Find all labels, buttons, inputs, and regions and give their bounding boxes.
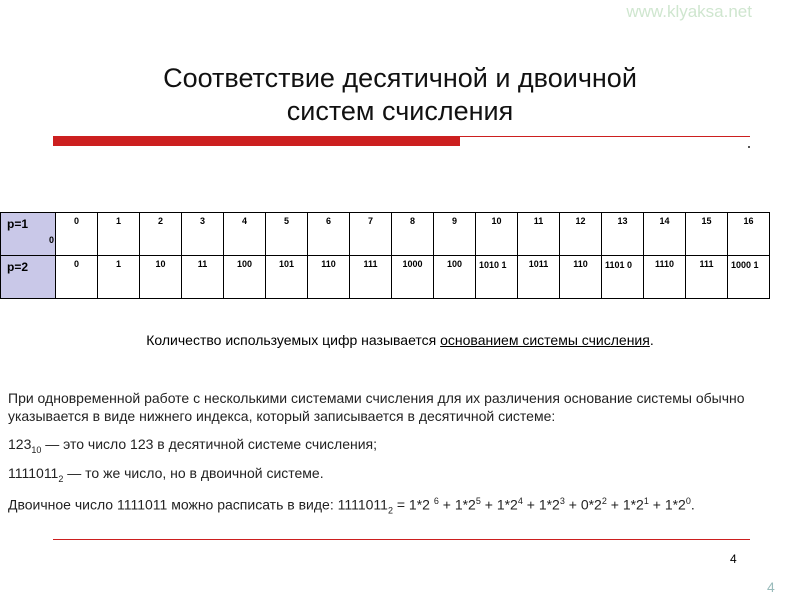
number-systems-table — [0, 212, 770, 299]
decimal-cell: 0 — [56, 213, 98, 256]
decimal-base: 10 — [31, 444, 42, 455]
binary-cell: 110 — [308, 256, 350, 299]
definition-suffix: . — [649, 332, 654, 348]
notation-paragraph: При одновременной работе с несколькими системами счисления для их различения основание системы обычно указывается в виде нижнего индекса, который записывается в десятичной системе: — [8, 390, 745, 424]
binary-cell: 11 — [182, 256, 224, 299]
binary-example — [8, 464, 788, 488]
cell-value: 1101 0 — [605, 260, 633, 270]
decimal-text: — это число 123 в десятичной системе счисления; — [41, 436, 377, 452]
binary-cell — [728, 256, 770, 299]
decimal-cell: 15 — [686, 213, 728, 256]
decimal-cell: 12 — [560, 213, 602, 256]
expansion-term: + 1*2 — [606, 496, 644, 513]
decimal-number: 123 — [8, 436, 32, 452]
decimal-cell: 16 — [728, 213, 770, 256]
decimal-cell: 10 — [476, 213, 518, 256]
binary-cell — [602, 256, 644, 299]
definition-term: основанием системы счисления — [440, 332, 650, 348]
binary-cell: 1110 — [644, 256, 686, 299]
decimal-cell: 3 — [182, 213, 224, 256]
power-exponent: 3 — [559, 496, 565, 506]
expansion-term: + 1*2 — [648, 496, 686, 513]
table-row-decimal — [1, 213, 770, 256]
binary-cell: 101 — [266, 256, 308, 299]
expansion-line — [8, 492, 788, 519]
binary-cell: 1011 — [518, 256, 560, 299]
cell-value: 1010 1 — [479, 260, 507, 270]
base-definition — [0, 332, 800, 348]
watermark: www.klyaksa.net — [626, 2, 752, 21]
power-exponent: 1 — [643, 496, 649, 506]
binary-cell: 100 — [224, 256, 266, 299]
row-header-subscript: 0 — [49, 235, 55, 245]
expansion-base: 2 — [387, 505, 393, 516]
decimal-cell: 2 — [140, 213, 182, 256]
slide-title — [0, 62, 800, 128]
divider-dot — [748, 146, 750, 148]
decimal-cell: 9 — [434, 213, 476, 256]
binary-cell: 111 — [686, 256, 728, 299]
expansion-start: = 1*2 — [392, 496, 430, 513]
expansion-prefix: Двоичное число 1111011 можно расписать в виде: 1111011 — [8, 496, 388, 513]
power-exponent: 5 — [475, 496, 481, 506]
power-exponent: 6 — [433, 496, 439, 506]
binary-cell: 10 — [140, 256, 182, 299]
binary-text: — то же число, но в двоичной системе. — [63, 465, 324, 481]
binary-base: 2 — [58, 473, 64, 484]
decimal-cell: 5 — [266, 213, 308, 256]
power-exponent: 2 — [601, 496, 607, 506]
expansion-term: + 1*2 — [522, 496, 560, 513]
binary-cell: 110 — [560, 256, 602, 299]
binary-cell — [476, 256, 518, 299]
binary-cell: 1 — [98, 256, 140, 299]
decimal-cell: 11 — [518, 213, 560, 256]
power-exponent: 4 — [517, 496, 523, 506]
decimal-cell: 8 — [392, 213, 434, 256]
decimal-cell: 13 — [602, 213, 644, 256]
row-header-label: p=2 — [7, 260, 29, 274]
definition-prefix: Количество используемых цифр называется — [146, 332, 441, 348]
binary-cell: 100 — [434, 256, 476, 299]
expansion-term: + 0*2 — [564, 496, 602, 513]
slide-number: 4 — [767, 579, 775, 595]
power-exponent: 0 — [685, 496, 691, 506]
binary-cell: 111 — [350, 256, 392, 299]
decimal-cell: 6 — [308, 213, 350, 256]
decimal-example — [8, 435, 788, 459]
decimal-cell: 4 — [224, 213, 266, 256]
binary-cell: 1000 — [392, 256, 434, 299]
expansion-term: . — [690, 496, 695, 513]
title-line-1: Соответствие десятичной и двоичной — [163, 63, 637, 93]
title-divider-bar — [53, 137, 460, 146]
expansion-term: + 1*2 — [480, 496, 518, 513]
footer-divider — [53, 539, 750, 540]
cell-value: 1000 1 — [731, 260, 759, 270]
decimal-cell: 7 — [350, 213, 392, 256]
row-header-label: p=1 — [7, 217, 29, 231]
page-number: 4 — [730, 552, 737, 566]
expansion-term: + 1*2 — [438, 496, 476, 513]
binary-number: 1111011 — [8, 465, 59, 481]
title-line-2: систем счисления — [286, 96, 514, 126]
decimal-cell: 14 — [644, 213, 686, 256]
row-header-p10 — [1, 213, 56, 256]
decimal-cell: 1 — [98, 213, 140, 256]
table-row-binary — [1, 256, 770, 299]
binary-cell: 0 — [56, 256, 98, 299]
row-header-p2 — [1, 256, 56, 299]
